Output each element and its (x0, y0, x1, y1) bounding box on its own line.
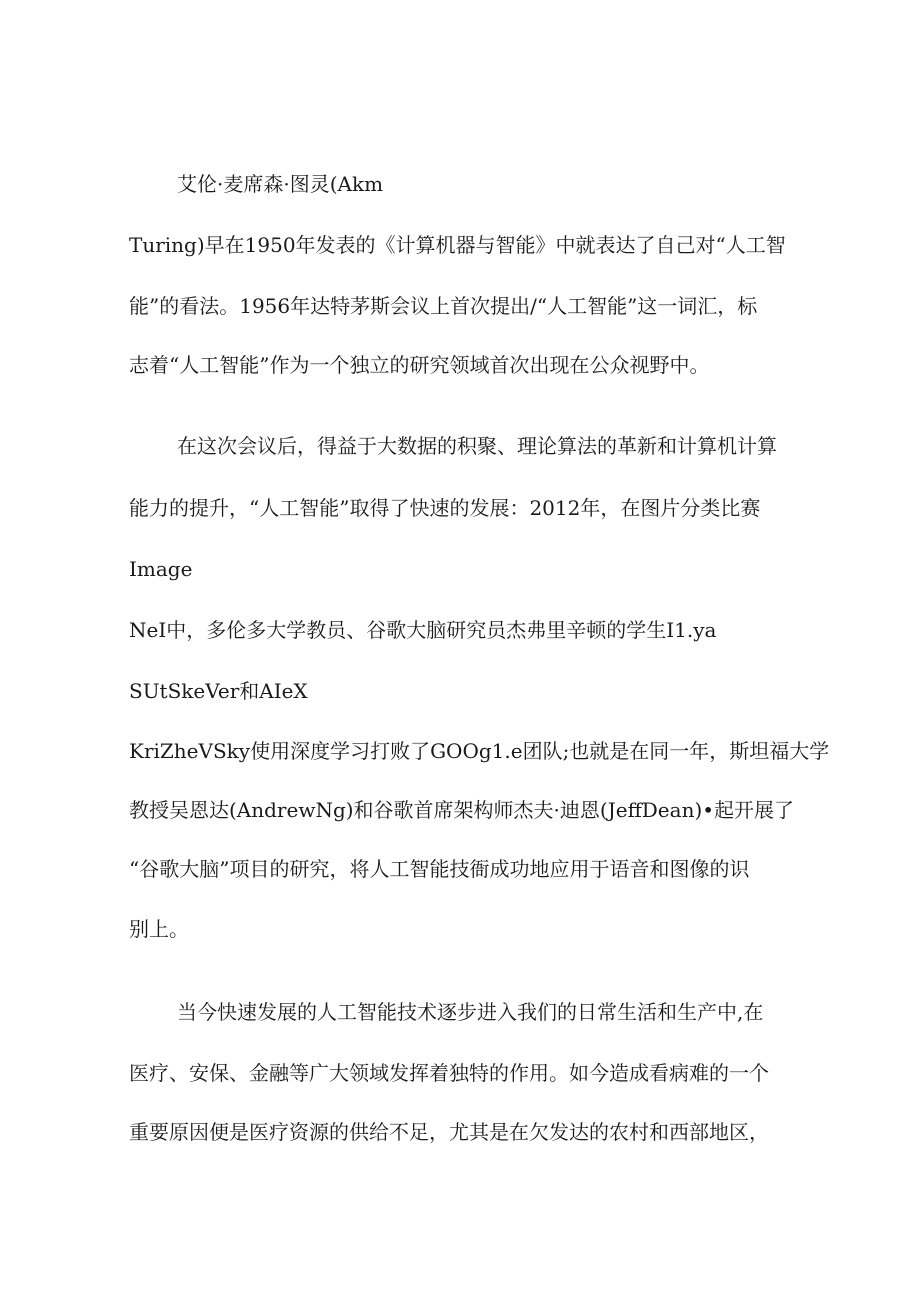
paragraph-2-line-1: 在这次会议后，得益于大数据的积聚、理论算法的革新和计算机计算 (177, 434, 777, 458)
paragraph-2-line-7: 教授吴恩达(AndrewNg)和谷歌首席架构师杰夫·迪恩(JeffDean)•起开展了 (129, 798, 795, 822)
paragraph-2-line-8: “谷歌大脑”项目的研究，将人工智能技衙成功地应用于语音和图像的识 (129, 857, 750, 881)
paragraph-2-line-6: KriZheVSky使用深度学习打败了GOOg1.e团队;也就是在同一年，斯坦福大学 (129, 739, 830, 763)
paragraph-3-line-2: 医疗、安保、金融等广大领域发挥着独特的作用。如今造成看病难的一个 (129, 1061, 769, 1085)
paragraph-1-line-4: 志着“人工智能”作为一个独立的研究领域首次出现在公众视野中。 (129, 353, 710, 377)
paragraph-3-line-1: 当今快速发展的人工智能技术逐步进入我们的日常生活和生产中,在 (177, 1000, 764, 1024)
paragraph-2-line-5: SUtSkeVer和AIeX (129, 679, 308, 703)
paragraph-2-line-2: 能力的提升，“人工智能”取得了快速的发展：2012年，在图片分类比赛 (129, 496, 761, 520)
paragraph-2-line-3: Image (129, 557, 193, 581)
paragraph-1-line-2: Turing)早在1950年发表的《计算机器与智能》中就表达了自己对“人工智 (129, 233, 786, 257)
paragraph-2-line-4: NeI中，多伦多大学教员、谷歌大脑研究员杰弗里辛顿的学生I1.ya (129, 618, 717, 642)
paragraph-1-line-1: 艾伦·麦席森·图灵(Akm (177, 172, 384, 196)
paragraph-3-line-3: 重要原因便是医疗资源的供给不足，尤其是在欠发达的农村和西部地区， (129, 1120, 769, 1144)
paragraph-2-line-9: 别上。 (129, 917, 189, 941)
paragraph-1-line-3: 能”的看法。1956年达特茅斯会议上首次提出/“人工智能”这一词汇，标 (129, 294, 758, 318)
